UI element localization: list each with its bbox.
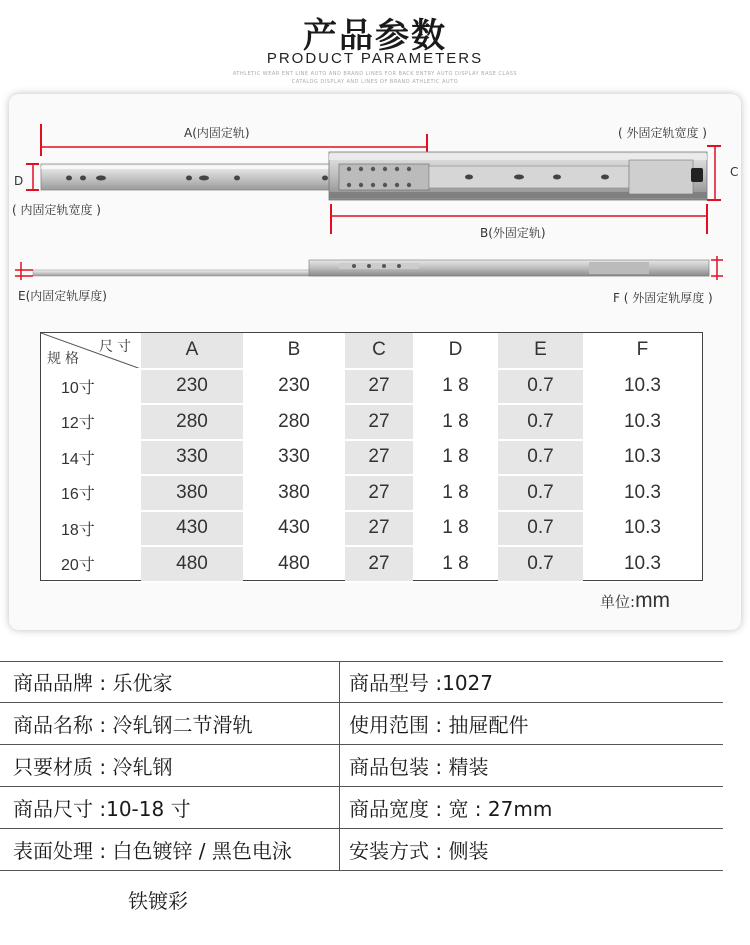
table-cell: 10.3 xyxy=(623,410,661,432)
table-row xyxy=(41,404,702,440)
info-row xyxy=(0,661,723,703)
page-subtitle: PRODUCT PARAMETERS xyxy=(266,50,484,67)
row-size-label: 12寸 xyxy=(61,415,95,433)
column-header-a: A xyxy=(141,333,243,369)
table-cell: 0.7 xyxy=(498,440,583,476)
table-cell: 1 8 xyxy=(442,517,469,539)
table-cell: 280 xyxy=(278,410,310,432)
label-f: F ( 外固定轨厚度 ) xyxy=(613,291,713,305)
info-right: 商品宽度 : 宽 : 27mm xyxy=(349,797,553,821)
table-row xyxy=(41,475,702,511)
table-cell: 0.7 xyxy=(498,475,583,511)
page-title: 产品参数 xyxy=(303,16,447,56)
table-cell: 1 8 xyxy=(442,410,469,432)
info-row xyxy=(0,745,723,787)
info-left: 商品品牌 : 乐优家 xyxy=(13,671,173,695)
tiny-text-line-1: ATHLETIC WEAR ENT LINE AUTO AND BRAND LINES FOR BACK ENTRY AUTO DISPLAY BASE CLASS xyxy=(232,71,518,77)
surface-treatment-continuation: 铁镀彩 xyxy=(128,889,188,913)
table-cell: 10.3 xyxy=(623,375,661,397)
info-left: 只要材质 : 冷轧钢 xyxy=(13,755,173,779)
info-right: 商品包装 : 精装 xyxy=(349,755,489,779)
column-header-c: C xyxy=(345,333,413,369)
table-cell: 10.3 xyxy=(623,552,661,574)
table-cell: 0.7 xyxy=(498,546,583,582)
info-row xyxy=(0,829,723,871)
table-cell: 27 xyxy=(345,440,413,476)
table-row xyxy=(41,511,702,547)
label-d: D xyxy=(14,174,24,188)
table-cell: 27 xyxy=(345,511,413,547)
row-size-label: 14寸 xyxy=(61,450,95,468)
table-cell: 1 8 xyxy=(442,375,469,397)
unit-label: 单位:mm xyxy=(600,589,671,612)
row-size-label: 16寸 xyxy=(61,486,95,504)
table-row xyxy=(41,440,702,476)
table-cell: 0.7 xyxy=(498,511,583,547)
table-cell: 330 xyxy=(278,446,310,468)
column-header-e: E xyxy=(498,333,583,369)
table-cell: 430 xyxy=(278,517,310,539)
label-d-desc: ( 内固定轨宽度 ) xyxy=(12,203,101,217)
label-e: E(内固定轨厚度) xyxy=(18,289,107,303)
table-cell: 380 xyxy=(278,481,310,503)
info-left: 商品尺寸 :10-18 寸 xyxy=(13,797,191,821)
table-cell: 430 xyxy=(141,511,243,547)
table-cell: 1 8 xyxy=(442,481,469,503)
column-header-f: F xyxy=(636,339,649,361)
table-row xyxy=(41,546,702,582)
info-right: 商品型号 :1027 xyxy=(349,671,493,695)
info-right: 使用范围 : 抽屉配件 xyxy=(349,713,529,737)
corner-label-size: 尺寸 xyxy=(99,339,135,355)
corner-label-spec: 规格 xyxy=(47,351,83,367)
table-cell: 10.3 xyxy=(623,481,661,503)
info-row xyxy=(0,703,723,745)
label-c: C xyxy=(730,165,739,179)
info-left: 表面处理 : 白色镀锌 / 黑色电泳 xyxy=(13,839,292,863)
table-cell: 0.7 xyxy=(498,369,583,405)
row-size-label: 10寸 xyxy=(61,379,95,397)
row-size-label: 18寸 xyxy=(61,521,95,539)
label-a: A(内固定轨) xyxy=(184,126,250,140)
table-cell: 27 xyxy=(345,546,413,582)
label-b: B(外固定轨) xyxy=(480,226,546,240)
info-left: 商品名称 : 冷轧钢二节滑轨 xyxy=(13,713,253,737)
table-cell: 1 8 xyxy=(442,552,469,574)
table-cell: 480 xyxy=(278,552,310,574)
row-size-label: 20寸 xyxy=(61,557,95,575)
info-right: 安装方式 : 侧装 xyxy=(349,839,489,863)
label-c-desc: ( 外固定轨宽度 ) xyxy=(618,126,707,140)
table-cell: 230 xyxy=(278,375,310,397)
column-header-d: D xyxy=(448,339,463,361)
table-cell: 10.3 xyxy=(623,517,661,539)
table-cell: 27 xyxy=(345,369,413,405)
table-cell: 0.7 xyxy=(498,404,583,440)
table-cell: 380 xyxy=(141,475,243,511)
unit-value: mm xyxy=(635,589,671,612)
table-cell: 480 xyxy=(141,546,243,582)
table-cell: 280 xyxy=(141,404,243,440)
tiny-text-line-2: CATALOG DISPLAY AND LINES OF BRAND ATHLETIC AUTO xyxy=(291,79,459,85)
table-cell: 27 xyxy=(345,404,413,440)
info-row xyxy=(0,787,723,829)
table-cell: 10.3 xyxy=(623,446,661,468)
table-cell: 330 xyxy=(141,440,243,476)
column-header-b: B xyxy=(287,339,301,361)
table-row xyxy=(41,369,702,405)
spec-table xyxy=(41,333,702,583)
table-cell: 1 8 xyxy=(442,446,469,468)
table-cell: 27 xyxy=(345,475,413,511)
table-cell: 230 xyxy=(141,369,243,405)
